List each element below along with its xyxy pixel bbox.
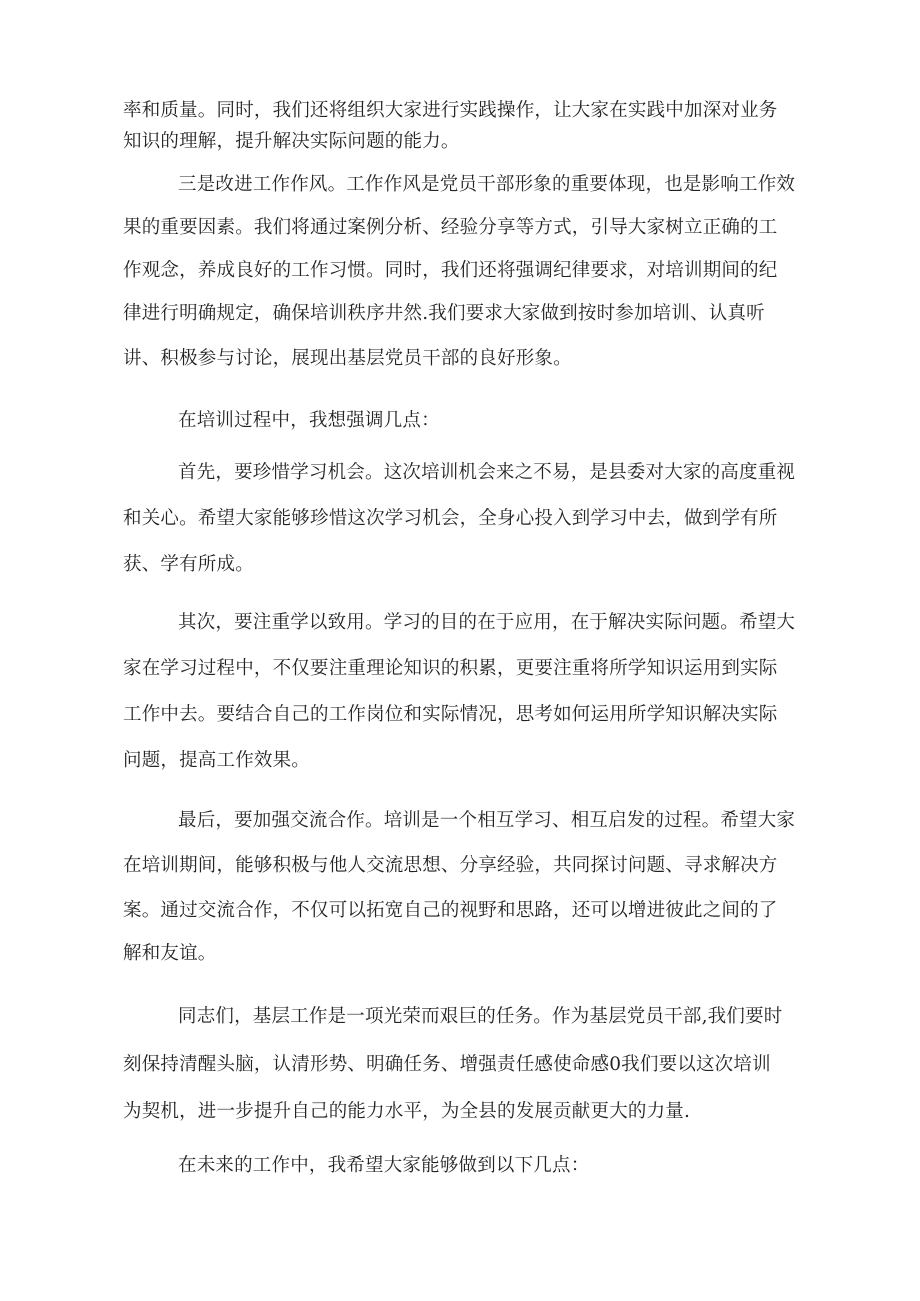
- text-line: 知识的理解，提升解决实际问题的能力。: [123, 131, 460, 152]
- text-line: 率和质量。同时，我们还将组织大家进行实践操作，让大家在实践中加深对业务: [123, 100, 778, 121]
- text-line: 果的重要因素。我们将通过案例分析、经验分享等方式，引导大家树立正确的工: [123, 217, 778, 238]
- text-line: 获、学有所成。: [123, 554, 254, 575]
- text-line: 在未来的工作中，我希望大家能够做到以下几点：: [178, 1155, 590, 1176]
- text-line: 作观念，养成良好的工作习惯。同时，我们还将强调纪律要求，对培训期间的纪: [123, 260, 778, 281]
- text-line: 家在学习过程中，不仅要注重理论知识的积累，更要注重将所学知识运用到实际: [123, 658, 778, 679]
- text-line: 问题，提高工作效果。: [123, 750, 311, 771]
- text-line: 在培训过程中，我想强调几点：: [178, 410, 440, 431]
- text-line: 首先，要珍惜学习机会。这次培训机会来之不易，是县委对大家的高度重视: [178, 462, 796, 483]
- text-line: 三是改进工作作风。工作作风是党员干部形象的重要体现，也是影响工作效: [178, 174, 796, 195]
- text-line: 案。通过交流合作，不仅可以拓宽自己的视野和思路，还可以增进彼此之间的了: [123, 900, 778, 921]
- text-line: 律进行明确规定，确保培训秩序井然.我们要求大家做到按时参加培训、认真听: [123, 303, 765, 324]
- text-line: 工作中去。要结合自己的工作岗位和实际情况，思考如何运用所学知识解决实际: [123, 704, 778, 725]
- text-line: 为契机，进一步提升自己的能力水平，为全县的发展贡献更大的力量.: [123, 1101, 691, 1122]
- text-line: 刻保持清醒头脑，认清形势、明确任务、增强责任感使命感0我们要以这次培训: [123, 1054, 771, 1075]
- text-line: 最后，要加强交流合作。培训是一个相互学习、相互启发的过程。希望大家: [178, 810, 796, 831]
- text-line: 和关心。希望大家能够珍惜这次学习机会，全身心投入到学习中去，做到学有所: [123, 508, 778, 529]
- text-line: 同志们，基层工作是一项光荣而艰巨的任务。作为基层党员干部,我们要时: [178, 1006, 783, 1027]
- text-line: 解和友谊。: [123, 943, 217, 964]
- text-line: 其次，要注重学以致用。学习的目的在于应用，在于解决实际问题。希望大: [178, 612, 796, 633]
- text-line: 在培训期间，能够积极与他人交流思想、分享经验，共同探讨问题、寻求解决方: [123, 855, 778, 876]
- text-line: 讲、积极参与讨论，展现出基层党员干部的良好形象。: [123, 348, 572, 369]
